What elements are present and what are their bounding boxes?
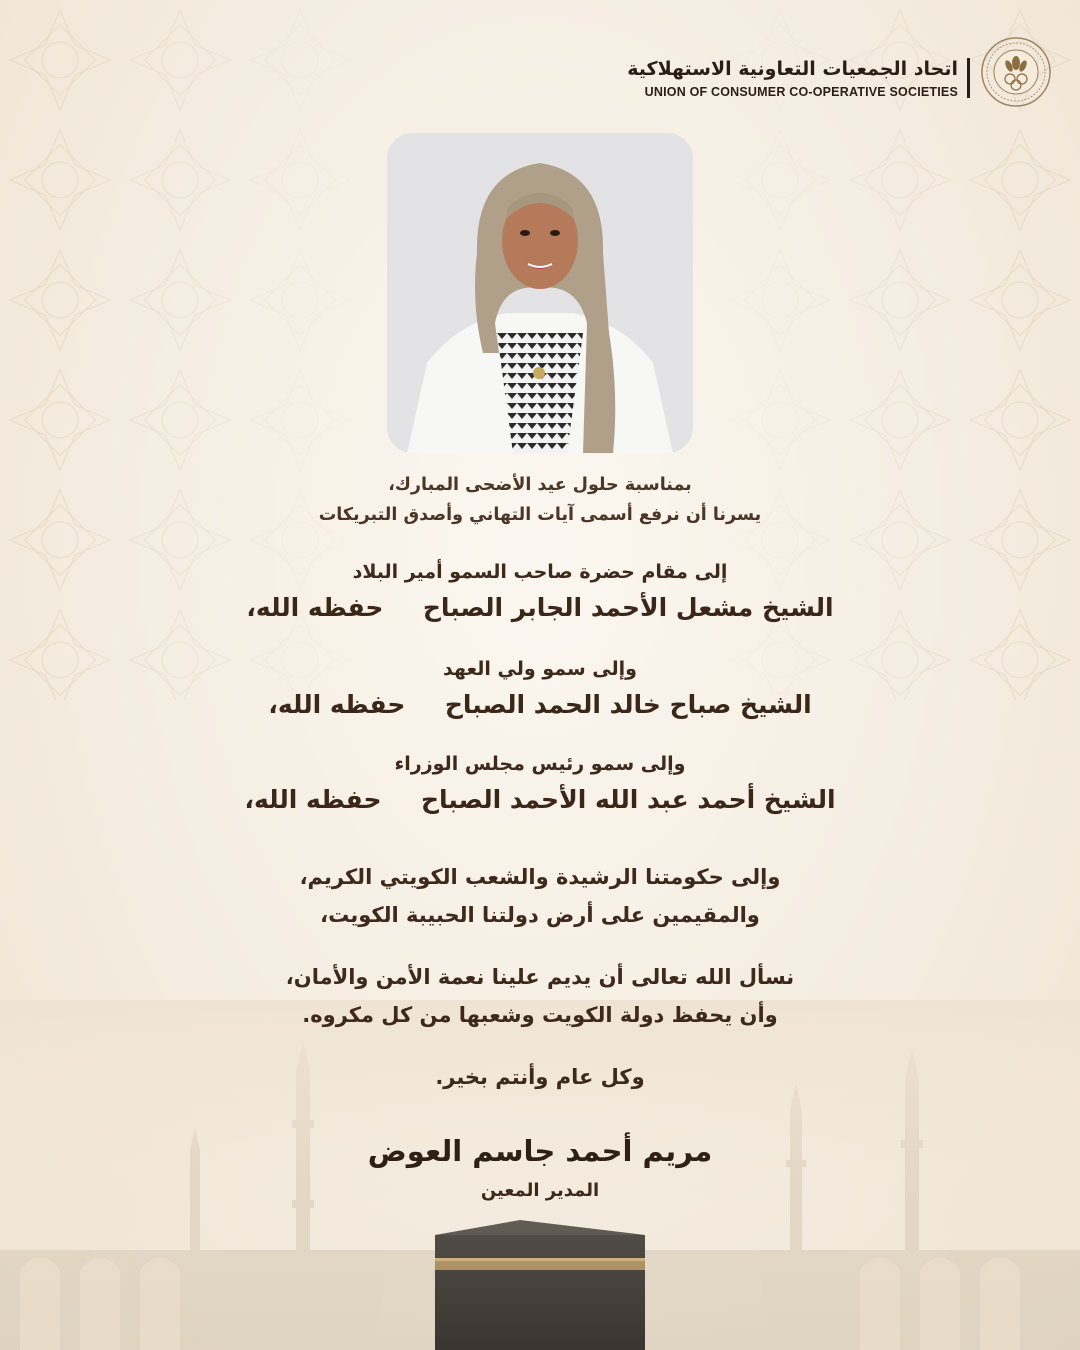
addressee-1-name-line bbox=[140, 593, 940, 622]
body-p1-line-1: وإلى حكومتنا الرشيدة والشعب الكويتي الكريم، bbox=[299, 865, 781, 889]
signature-name: مريم أحمد جاسم العوض bbox=[367, 1134, 713, 1168]
org-name-english: UNION OF CONSUMER CO-OPERATIVE SOCIETIES bbox=[644, 85, 958, 99]
portrait-illustration bbox=[387, 133, 693, 453]
portrait-photo bbox=[387, 133, 693, 453]
addressee-3-title: وإلى سمو رئيس مجلس الوزراء bbox=[394, 753, 686, 775]
intro-line-2: يسرنا أن نرفع أسمى آيات التهاني وأصدق التبريكات bbox=[318, 505, 762, 525]
addressee-3-name: الشيخ أحمد عبد الله الأحمد الصباح bbox=[420, 785, 836, 814]
union-seal-logo-icon bbox=[980, 36, 1052, 108]
body-p2-line-2: وأن يحفظ دولة الكويت وشعبها من كل مكروه. bbox=[302, 1003, 778, 1027]
closing-greeting: وكل عام وأنتم بخير. bbox=[435, 1065, 645, 1089]
addressee-2-title: وإلى سمو ولي العهد bbox=[443, 658, 637, 680]
org-name-arabic: اتحاد الجمعيات التعاونية الاستهلاكية bbox=[627, 58, 958, 80]
addressee-2-name: الشيخ صباح خالد الحمد الصباح bbox=[444, 690, 812, 719]
addressee-2-name-line bbox=[140, 690, 940, 719]
addressee-1-title: إلى مقام حضرة صاحب السمو أمير البلاد bbox=[352, 561, 728, 583]
body-paragraph-1 bbox=[140, 858, 940, 934]
addressee-1-blessing: حفظه الله، bbox=[246, 593, 384, 622]
signature-title: المدير المعين bbox=[480, 1180, 600, 1201]
kaaba-mosque-illustration bbox=[0, 1000, 1080, 1350]
addressee-1-name: الشيخ مشعل الأحمد الجابر الصباح bbox=[422, 593, 834, 622]
addressee-3-name-line bbox=[140, 785, 940, 814]
addressee-2-blessing: حفظه الله، bbox=[268, 690, 406, 719]
addressee-3-blessing: حفظه الله، bbox=[244, 785, 382, 814]
intro-text bbox=[140, 470, 940, 530]
body-p1-line-2: والمقيمين على أرض دولتنا الحبيبة الكويت، bbox=[320, 903, 760, 927]
header bbox=[532, 36, 1052, 120]
intro-line-1: بمناسبة حلول عيد الأضحى المبارك، bbox=[388, 475, 692, 495]
body-p2-line-1: نسأل الله تعالى أن يديم علينا نعمة الأمن والأمان، bbox=[285, 965, 795, 989]
header-divider bbox=[967, 58, 970, 98]
body-paragraph-2 bbox=[140, 958, 940, 1034]
